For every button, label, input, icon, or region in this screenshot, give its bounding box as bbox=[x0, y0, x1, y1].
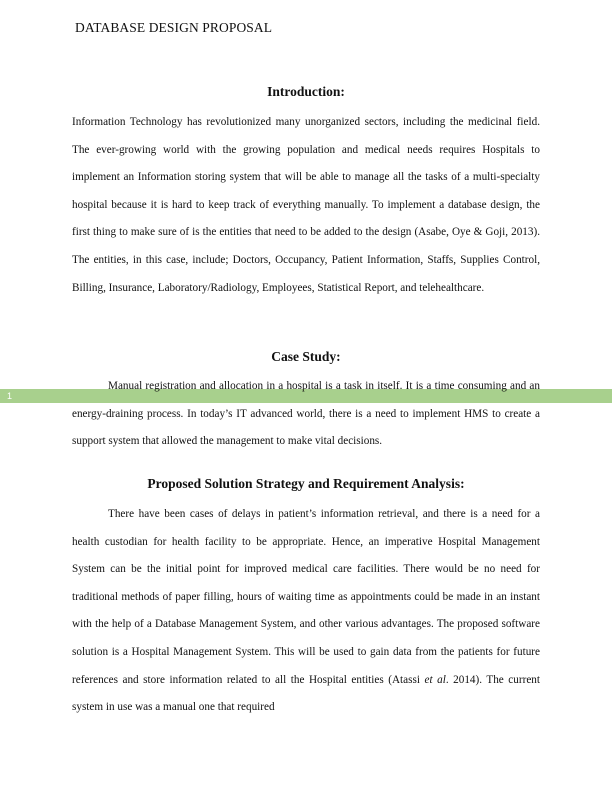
running-head: DATABASE DESIGN PROPOSAL bbox=[75, 20, 273, 35]
introduction-section bbox=[72, 109, 540, 302]
proposal-text-italic: et al bbox=[424, 673, 446, 686]
proposal-paragraph bbox=[72, 501, 540, 722]
proposal-heading: Proposed Solution Strategy and Requirement Analysis: bbox=[147, 476, 465, 491]
proposal-section bbox=[72, 501, 540, 722]
introduction-paragraph: Information Technology has revolutionized many unorganized sectors, including the medicinal field. The ever-growing world with the growing population and medical needs requires Hospitals to implement an Information storing system that will be able to manage all the tasks of a multi-specialty hospital because it is hard to keep track of everything manually. To implement a database design, the first thing to make sure of is the entities that need to be added to the design (Asabe, Oye & Goji, 2013). The entities, in this case, include; Doctors, Occupancy, Patient Information, Staffs, Supplies Control, Billing, Insurance, Laboratory/Radiology, Employees, Statistical Report, and telehealthcare. bbox=[72, 116, 540, 294]
line-number: 1 bbox=[7, 391, 13, 401]
case-study-paragraph: Manual registration and allocation in a hospital is a task in itself. It is a time consuming and an energy-draining process. In today’s IT advanced world, there is a need to implement HMS to create a support system that allowed the management to make vital decisions. bbox=[72, 380, 540, 448]
proposal-text-part1: There have been cases of delays in patient’s information retrieval, and there is a need for a health custodian for health facility to be appropriate. Hence, an imperative Hospital Management System can be the initial point for improved medical care facilities. There would be no need for traditional methods of paper filling, hours of waiting time as appointments could be made in an instant with the help of a Database Management System, and other various advantages. The proposed software solution is a Hospital Management System. This will be used to gain data from the patients for future references and store information related to all the Hospital entities (Atassi bbox=[72, 508, 540, 686]
introduction-heading: Introduction: bbox=[267, 84, 345, 99]
proposal-text-part2: . 2014). The current system in use was a manual one that required bbox=[72, 673, 540, 714]
case-study-section bbox=[72, 373, 540, 456]
case-study-heading: Case Study: bbox=[271, 349, 341, 364]
